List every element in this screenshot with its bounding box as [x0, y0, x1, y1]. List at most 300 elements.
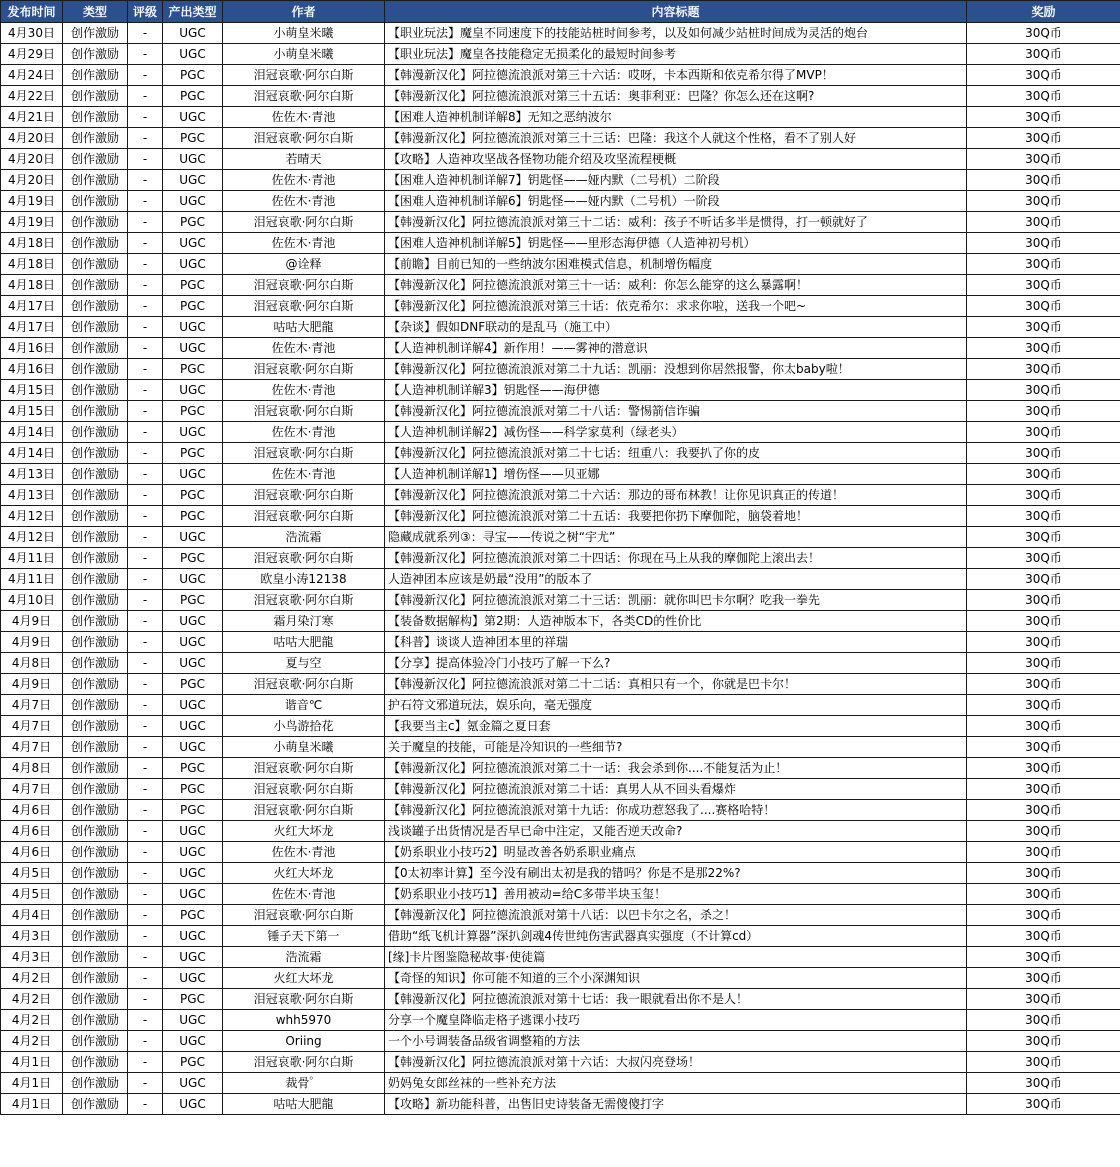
output-type-cell[interactable]: UGC: [163, 968, 223, 989]
reward-cell[interactable]: 30Q币: [967, 401, 1120, 422]
publish-date-cell[interactable]: 4月7日: [1, 695, 63, 716]
author-cell[interactable]: 泪冠哀歌·阿尔白斯: [223, 800, 385, 821]
reward-cell[interactable]: 30Q币: [967, 107, 1120, 128]
output-type-cell[interactable]: UGC: [163, 254, 223, 275]
reward-cell[interactable]: 30Q币: [967, 65, 1120, 86]
grade-cell[interactable]: -: [128, 695, 163, 716]
grade-cell[interactable]: -: [128, 1010, 163, 1031]
author-cell[interactable]: 咕咕大肥龍: [223, 1094, 385, 1115]
author-cell[interactable]: 泪冠哀歌·阿尔白斯: [223, 506, 385, 527]
author-cell[interactable]: 小鸟游拾花: [223, 716, 385, 737]
content-title-cell[interactable]: 【奶系职业小技巧2】明显改善各奶系职业痛点: [385, 842, 967, 863]
type-cell[interactable]: 创作激励: [63, 128, 128, 149]
type-cell[interactable]: 创作激励: [63, 1073, 128, 1094]
content-title-cell[interactable]: 关于魔皇的技能，可能是冷知识的一些细节?: [385, 737, 967, 758]
output-type-cell[interactable]: UGC: [163, 632, 223, 653]
grade-cell[interactable]: -: [128, 947, 163, 968]
reward-cell[interactable]: 30Q币: [967, 821, 1120, 842]
type-cell[interactable]: 创作激励: [63, 611, 128, 632]
reward-cell[interactable]: 30Q币: [967, 506, 1120, 527]
type-cell[interactable]: 创作激励: [63, 842, 128, 863]
output-type-cell[interactable]: PGC: [163, 485, 223, 506]
author-cell[interactable]: 佐佐木·青池: [223, 842, 385, 863]
reward-cell[interactable]: 30Q币: [967, 926, 1120, 947]
content-title-cell[interactable]: 【韩漫新汉化】阿拉德流浪派对第三十五话：奥菲利亚：巴隆？你怎么还在这啊?: [385, 86, 967, 107]
author-cell[interactable]: 佐佐木·青池: [223, 380, 385, 401]
output-type-cell[interactable]: UGC: [163, 1010, 223, 1031]
reward-cell[interactable]: 30Q币: [967, 800, 1120, 821]
content-title-cell[interactable]: 【奶系职业小技巧1】善用被动=给C多带半块玉玺！: [385, 884, 967, 905]
output-type-cell[interactable]: PGC: [163, 590, 223, 611]
output-type-cell[interactable]: PGC: [163, 86, 223, 107]
author-cell[interactable]: 泪冠哀歌·阿尔白斯: [223, 443, 385, 464]
publish-date-cell[interactable]: 4月20日: [1, 149, 63, 170]
type-cell[interactable]: 创作激励: [63, 905, 128, 926]
content-title-cell[interactable]: 【前瞻】目前已知的一些纳波尔困难模式信息，机制增伤幅度: [385, 254, 967, 275]
content-title-cell[interactable]: 【韩漫新汉化】阿拉德流浪派对第三十一话：威利：你怎么能穿的这么暴露啊！: [385, 275, 967, 296]
output-type-cell[interactable]: PGC: [163, 758, 223, 779]
publish-date-cell[interactable]: 4月1日: [1, 1052, 63, 1073]
publish-date-cell[interactable]: 4月9日: [1, 674, 63, 695]
output-type-cell[interactable]: UGC: [163, 422, 223, 443]
reward-cell[interactable]: 30Q币: [967, 716, 1120, 737]
author-cell[interactable]: 火红大坏龙: [223, 968, 385, 989]
publish-date-cell[interactable]: 4月3日: [1, 947, 63, 968]
grade-cell[interactable]: -: [128, 590, 163, 611]
publish-date-cell[interactable]: 4月1日: [1, 1073, 63, 1094]
content-title-cell[interactable]: 【困难人造神机制详解6】钥匙怪——娅内默（二号机）一阶段: [385, 191, 967, 212]
grade-cell[interactable]: -: [128, 863, 163, 884]
publish-date-cell[interactable]: 4月11日: [1, 569, 63, 590]
output-type-cell[interactable]: UGC: [163, 947, 223, 968]
output-type-cell[interactable]: UGC: [163, 842, 223, 863]
header-grade[interactable]: 评级: [128, 1, 163, 23]
reward-cell[interactable]: 30Q币: [967, 1094, 1120, 1115]
author-cell[interactable]: 小萌皇米曦: [223, 737, 385, 758]
author-cell[interactable]: 小萌皇米曦: [223, 44, 385, 65]
grade-cell[interactable]: -: [128, 611, 163, 632]
grade-cell[interactable]: -: [128, 317, 163, 338]
output-type-cell[interactable]: UGC: [163, 716, 223, 737]
reward-cell[interactable]: 30Q币: [967, 170, 1120, 191]
content-title-cell[interactable]: 【科普】谈谈人造神团本里的祥瑞: [385, 632, 967, 653]
content-title-cell[interactable]: 【人造神机制详解3】钥匙怪——海伊德: [385, 380, 967, 401]
author-cell[interactable]: 裁骨゜: [223, 1073, 385, 1094]
type-cell[interactable]: 创作激励: [63, 212, 128, 233]
output-type-cell[interactable]: PGC: [163, 989, 223, 1010]
author-cell[interactable]: 欧皇小涛12138: [223, 569, 385, 590]
reward-cell[interactable]: 30Q币: [967, 1052, 1120, 1073]
publish-date-cell[interactable]: 4月11日: [1, 548, 63, 569]
publish-date-cell[interactable]: 4月17日: [1, 317, 63, 338]
output-type-cell[interactable]: PGC: [163, 212, 223, 233]
output-type-cell[interactable]: UGC: [163, 821, 223, 842]
reward-cell[interactable]: 30Q币: [967, 233, 1120, 254]
author-cell[interactable]: 泪冠哀歌·阿尔白斯: [223, 548, 385, 569]
grade-cell[interactable]: -: [128, 23, 163, 44]
type-cell[interactable]: 创作激励: [63, 863, 128, 884]
reward-cell[interactable]: 30Q币: [967, 422, 1120, 443]
publish-date-cell[interactable]: 4月9日: [1, 632, 63, 653]
reward-cell[interactable]: 30Q币: [967, 296, 1120, 317]
reward-cell[interactable]: 30Q币: [967, 191, 1120, 212]
reward-cell[interactable]: 30Q币: [967, 590, 1120, 611]
grade-cell[interactable]: -: [128, 107, 163, 128]
type-cell[interactable]: 创作激励: [63, 926, 128, 947]
publish-date-cell[interactable]: 4月16日: [1, 359, 63, 380]
content-title-cell[interactable]: 借助“纸飞机计算器”深扒剑魂4传世纯伤害武器真实强度（不计算cd）: [385, 926, 967, 947]
grade-cell[interactable]: -: [128, 968, 163, 989]
reward-cell[interactable]: 30Q币: [967, 737, 1120, 758]
author-cell[interactable]: 泪冠哀歌·阿尔白斯: [223, 86, 385, 107]
output-type-cell[interactable]: UGC: [163, 695, 223, 716]
header-author[interactable]: 作者: [223, 1, 385, 23]
type-cell[interactable]: 创作激励: [63, 149, 128, 170]
content-title-cell[interactable]: 【韩漫新汉化】阿拉德流浪派对第二十八话：警惕箭信诈骗: [385, 401, 967, 422]
grade-cell[interactable]: -: [128, 1052, 163, 1073]
grade-cell[interactable]: -: [128, 737, 163, 758]
content-title-cell[interactable]: 【韩漫新汉化】阿拉德流浪派对第三十话：依克希尔：求求你啦，送我一个吧~: [385, 296, 967, 317]
reward-cell[interactable]: 30Q币: [967, 527, 1120, 548]
author-cell[interactable]: whh5970: [223, 1010, 385, 1031]
type-cell[interactable]: 创作激励: [63, 1031, 128, 1052]
author-cell[interactable]: 泪冠哀歌·阿尔白斯: [223, 674, 385, 695]
publish-date-cell[interactable]: 4月6日: [1, 842, 63, 863]
reward-cell[interactable]: 30Q币: [967, 863, 1120, 884]
publish-date-cell[interactable]: 4月3日: [1, 926, 63, 947]
content-title-cell[interactable]: 浅谈罐子出货情况是否早已命中注定，又能否逆天改命?: [385, 821, 967, 842]
output-type-cell[interactable]: PGC: [163, 548, 223, 569]
type-cell[interactable]: 创作激励: [63, 1094, 128, 1115]
reward-cell[interactable]: 30Q币: [967, 989, 1120, 1010]
type-cell[interactable]: 创作激励: [63, 170, 128, 191]
content-title-cell[interactable]: 【韩漫新汉化】阿拉德流浪派对第三十六话：哎呀，卡本西斯和依克希尔得了MVP！: [385, 65, 967, 86]
reward-cell[interactable]: 30Q币: [967, 611, 1120, 632]
output-type-cell[interactable]: PGC: [163, 800, 223, 821]
grade-cell[interactable]: -: [128, 422, 163, 443]
reward-cell[interactable]: 30Q币: [967, 149, 1120, 170]
grade-cell[interactable]: -: [128, 569, 163, 590]
type-cell[interactable]: 创作激励: [63, 548, 128, 569]
publish-date-cell[interactable]: 4月21日: [1, 107, 63, 128]
output-type-cell[interactable]: UGC: [163, 737, 223, 758]
author-cell[interactable]: 泪冠哀歌·阿尔白斯: [223, 905, 385, 926]
publish-date-cell[interactable]: 4月7日: [1, 716, 63, 737]
grade-cell[interactable]: -: [128, 821, 163, 842]
output-type-cell[interactable]: UGC: [163, 338, 223, 359]
content-title-cell[interactable]: 【韩漫新汉化】阿拉德流浪派对第二十四话：你现在马上从我的摩伽陀上滚出去！: [385, 548, 967, 569]
type-cell[interactable]: 创作激励: [63, 947, 128, 968]
reward-cell[interactable]: 30Q币: [967, 653, 1120, 674]
content-title-cell[interactable]: 【韩漫新汉化】阿拉德流浪派对第二十五话：我要把你扔下摩伽陀，脑袋着地！: [385, 506, 967, 527]
publish-date-cell[interactable]: 4月4日: [1, 905, 63, 926]
author-cell[interactable]: 咕咕大肥龍: [223, 317, 385, 338]
reward-cell[interactable]: 30Q币: [967, 380, 1120, 401]
publish-date-cell[interactable]: 4月14日: [1, 443, 63, 464]
author-cell[interactable]: 佐佐木·青池: [223, 464, 385, 485]
author-cell[interactable]: 泪冠哀歌·阿尔白斯: [223, 758, 385, 779]
content-title-cell[interactable]: 【奇怪的知识】你可能不知道的三个小深渊知识: [385, 968, 967, 989]
author-cell[interactable]: 泪冠哀歌·阿尔白斯: [223, 485, 385, 506]
content-title-cell[interactable]: 【职业玩法】魔皇不同速度下的技能站桩时间参考，以及如何减少站桩时间成为灵活的炮台: [385, 23, 967, 44]
output-type-cell[interactable]: UGC: [163, 527, 223, 548]
type-cell[interactable]: 创作激励: [63, 86, 128, 107]
grade-cell[interactable]: -: [128, 779, 163, 800]
type-cell[interactable]: 创作激励: [63, 422, 128, 443]
output-type-cell[interactable]: UGC: [163, 569, 223, 590]
grade-cell[interactable]: -: [128, 401, 163, 422]
grade-cell[interactable]: -: [128, 464, 163, 485]
reward-cell[interactable]: 30Q币: [967, 275, 1120, 296]
type-cell[interactable]: 创作激励: [63, 884, 128, 905]
author-cell[interactable]: 佐佐木·青池: [223, 422, 385, 443]
output-type-cell[interactable]: PGC: [163, 905, 223, 926]
type-cell[interactable]: 创作激励: [63, 758, 128, 779]
publish-date-cell[interactable]: 4月13日: [1, 485, 63, 506]
type-cell[interactable]: 创作激励: [63, 821, 128, 842]
type-cell[interactable]: 创作激励: [63, 107, 128, 128]
publish-date-cell[interactable]: 4月13日: [1, 464, 63, 485]
grade-cell[interactable]: -: [128, 128, 163, 149]
content-title-cell[interactable]: 【0太初率计算】至今没有刷出太初是我的错吗？你是不是那22%?: [385, 863, 967, 884]
type-cell[interactable]: 创作激励: [63, 443, 128, 464]
reward-cell[interactable]: 30Q币: [967, 317, 1120, 338]
author-cell[interactable]: @诠释: [223, 254, 385, 275]
content-title-cell[interactable]: 【韩漫新汉化】阿拉德流浪派对第三十二话：威利：孩子不听话多半是惯得，打一顿就好了: [385, 212, 967, 233]
author-cell[interactable]: 泪冠哀歌·阿尔白斯: [223, 128, 385, 149]
author-cell[interactable]: 佐佐木·青池: [223, 884, 385, 905]
reward-cell[interactable]: 30Q币: [967, 485, 1120, 506]
reward-cell[interactable]: 30Q币: [967, 695, 1120, 716]
grade-cell[interactable]: -: [128, 359, 163, 380]
type-cell[interactable]: 创作激励: [63, 359, 128, 380]
grade-cell[interactable]: -: [128, 233, 163, 254]
grade-cell[interactable]: -: [128, 548, 163, 569]
grade-cell[interactable]: -: [128, 44, 163, 65]
output-type-cell[interactable]: UGC: [163, 863, 223, 884]
output-type-cell[interactable]: PGC: [163, 506, 223, 527]
reward-cell[interactable]: 30Q币: [967, 632, 1120, 653]
content-title-cell[interactable]: 【韩漫新汉化】阿拉德流浪派对第二十三话：凯丽：就你叫巴卡尔啊？吃我一拳先: [385, 590, 967, 611]
reward-cell[interactable]: 30Q币: [967, 212, 1120, 233]
reward-cell[interactable]: 30Q币: [967, 1031, 1120, 1052]
grade-cell[interactable]: -: [128, 443, 163, 464]
type-cell[interactable]: 创作激励: [63, 989, 128, 1010]
header-output-type[interactable]: 产出类型: [163, 1, 223, 23]
content-title-cell[interactable]: 【韩漫新汉化】阿拉德流浪派对第十六话：大叔闪亮登场！: [385, 1052, 967, 1073]
author-cell[interactable]: 佐佐木·青池: [223, 107, 385, 128]
type-cell[interactable]: 创作激励: [63, 44, 128, 65]
content-title-cell[interactable]: 【困难人造神机制详解8】无知之恶纳波尔: [385, 107, 967, 128]
grade-cell[interactable]: -: [128, 884, 163, 905]
grade-cell[interactable]: -: [128, 86, 163, 107]
author-cell[interactable]: 泪冠哀歌·阿尔白斯: [223, 212, 385, 233]
output-type-cell[interactable]: UGC: [163, 149, 223, 170]
content-title-cell[interactable]: 【韩漫新汉化】阿拉德流浪派对第十七话：我一眼就看出你不是人！: [385, 989, 967, 1010]
publish-date-cell[interactable]: 4月19日: [1, 191, 63, 212]
publish-date-cell[interactable]: 4月9日: [1, 611, 63, 632]
publish-date-cell[interactable]: 4月19日: [1, 212, 63, 233]
reward-cell[interactable]: 30Q币: [967, 758, 1120, 779]
publish-date-cell[interactable]: 4月15日: [1, 380, 63, 401]
grade-cell[interactable]: -: [128, 296, 163, 317]
publish-date-cell[interactable]: 4月5日: [1, 884, 63, 905]
grade-cell[interactable]: -: [128, 485, 163, 506]
header-content-title[interactable]: 内容标题: [385, 1, 967, 23]
author-cell[interactable]: 泪冠哀歌·阿尔白斯: [223, 275, 385, 296]
type-cell[interactable]: 创作激励: [63, 779, 128, 800]
author-cell[interactable]: 泪冠哀歌·阿尔白斯: [223, 590, 385, 611]
publish-date-cell[interactable]: 4月2日: [1, 1031, 63, 1052]
type-cell[interactable]: 创作激励: [63, 527, 128, 548]
publish-date-cell[interactable]: 4月2日: [1, 989, 63, 1010]
header-type[interactable]: 类型: [63, 1, 128, 23]
output-type-cell[interactable]: PGC: [163, 674, 223, 695]
grade-cell[interactable]: -: [128, 275, 163, 296]
publish-date-cell[interactable]: 4月20日: [1, 128, 63, 149]
output-type-cell[interactable]: UGC: [163, 884, 223, 905]
author-cell[interactable]: 浩流霜: [223, 947, 385, 968]
reward-cell[interactable]: 30Q币: [967, 443, 1120, 464]
content-title-cell[interactable]: 隐藏成就系列③：寻宝——传说之树“宇尤”: [385, 527, 967, 548]
type-cell[interactable]: 创作激励: [63, 569, 128, 590]
grade-cell[interactable]: -: [128, 65, 163, 86]
publish-date-cell[interactable]: 4月14日: [1, 422, 63, 443]
author-cell[interactable]: 泪冠哀歌·阿尔白斯: [223, 401, 385, 422]
grade-cell[interactable]: -: [128, 758, 163, 779]
output-type-cell[interactable]: UGC: [163, 653, 223, 674]
type-cell[interactable]: 创作激励: [63, 254, 128, 275]
author-cell[interactable]: 泪冠哀歌·阿尔白斯: [223, 65, 385, 86]
header-publish-date[interactable]: 发布时间: [1, 1, 63, 23]
reward-cell[interactable]: 30Q币: [967, 464, 1120, 485]
author-cell[interactable]: 泪冠哀歌·阿尔白斯: [223, 359, 385, 380]
type-cell[interactable]: 创作激励: [63, 275, 128, 296]
author-cell[interactable]: 谐音℃: [223, 695, 385, 716]
author-cell[interactable]: 浩流霜: [223, 527, 385, 548]
author-cell[interactable]: 佐佐木·青池: [223, 170, 385, 191]
author-cell[interactable]: 霜月染汀寒: [223, 611, 385, 632]
output-type-cell[interactable]: UGC: [163, 380, 223, 401]
type-cell[interactable]: 创作激励: [63, 737, 128, 758]
author-cell[interactable]: 夏与空: [223, 653, 385, 674]
output-type-cell[interactable]: PGC: [163, 65, 223, 86]
author-cell[interactable]: 泪冠哀歌·阿尔白斯: [223, 989, 385, 1010]
output-type-cell[interactable]: UGC: [163, 317, 223, 338]
reward-cell[interactable]: 30Q币: [967, 338, 1120, 359]
reward-cell[interactable]: 30Q币: [967, 569, 1120, 590]
grade-cell[interactable]: -: [128, 338, 163, 359]
publish-date-cell[interactable]: 4月18日: [1, 254, 63, 275]
type-cell[interactable]: 创作激励: [63, 233, 128, 254]
reward-cell[interactable]: 30Q币: [967, 842, 1120, 863]
reward-cell[interactable]: 30Q币: [967, 674, 1120, 695]
content-title-cell[interactable]: 【职业玩法】魔皇各技能稳定无损柔化的最短时间参考: [385, 44, 967, 65]
content-title-cell[interactable]: 【韩漫新汉化】阿拉德流浪派对第二十七话：纽重八：我要扒了你的皮: [385, 443, 967, 464]
grade-cell[interactable]: -: [128, 800, 163, 821]
grade-cell[interactable]: -: [128, 989, 163, 1010]
publish-date-cell[interactable]: 4月18日: [1, 233, 63, 254]
reward-cell[interactable]: 30Q币: [967, 86, 1120, 107]
publish-date-cell[interactable]: 4月2日: [1, 1010, 63, 1031]
output-type-cell[interactable]: UGC: [163, 464, 223, 485]
content-title-cell[interactable]: 【人造神机制详解1】增伤怪——贝亚娜: [385, 464, 967, 485]
content-title-cell[interactable]: 【韩漫新汉化】阿拉德流浪派对第三十三话：巴隆：我这个人就这个性格，看不了别人好: [385, 128, 967, 149]
publish-date-cell[interactable]: 4月6日: [1, 800, 63, 821]
content-title-cell[interactable]: 【困难人造神机制详解5】钥匙怪——里形态海伊德（人造神初号机）: [385, 233, 967, 254]
publish-date-cell[interactable]: 4月6日: [1, 821, 63, 842]
author-cell[interactable]: 火红大坏龙: [223, 863, 385, 884]
content-title-cell[interactable]: 【韩漫新汉化】阿拉德流浪派对第二十话：真男人从不回头看爆炸: [385, 779, 967, 800]
type-cell[interactable]: 创作激励: [63, 674, 128, 695]
type-cell[interactable]: 创作激励: [63, 380, 128, 401]
type-cell[interactable]: 创作激励: [63, 695, 128, 716]
type-cell[interactable]: 创作激励: [63, 464, 128, 485]
output-type-cell[interactable]: UGC: [163, 1094, 223, 1115]
publish-date-cell[interactable]: 4月8日: [1, 758, 63, 779]
grade-cell[interactable]: -: [128, 653, 163, 674]
author-cell[interactable]: 泪冠哀歌·阿尔白斯: [223, 779, 385, 800]
grade-cell[interactable]: -: [128, 905, 163, 926]
content-title-cell[interactable]: 【分享】提高体验冷门小技巧了解一下么?: [385, 653, 967, 674]
grade-cell[interactable]: -: [128, 716, 163, 737]
content-title-cell[interactable]: 【人造神机制详解4】新作用！——雾神的潜意识: [385, 338, 967, 359]
grade-cell[interactable]: -: [128, 674, 163, 695]
author-cell[interactable]: 佐佐木·青池: [223, 233, 385, 254]
output-type-cell[interactable]: PGC: [163, 128, 223, 149]
reward-cell[interactable]: 30Q币: [967, 254, 1120, 275]
author-cell[interactable]: 锤子天下第一: [223, 926, 385, 947]
publish-date-cell[interactable]: 4月18日: [1, 275, 63, 296]
content-title-cell[interactable]: 一个小号调装备品级省调整箱的方法: [385, 1031, 967, 1052]
type-cell[interactable]: 创作激励: [63, 632, 128, 653]
author-cell[interactable]: 佐佐木·青池: [223, 191, 385, 212]
output-type-cell[interactable]: UGC: [163, 23, 223, 44]
content-title-cell[interactable]: 【韩漫新汉化】阿拉德流浪派对第十八话：以巴卡尔之名，杀之！: [385, 905, 967, 926]
reward-cell[interactable]: 30Q币: [967, 1010, 1120, 1031]
content-title-cell[interactable]: 【我要当主c】氪金篇之夏日套: [385, 716, 967, 737]
grade-cell[interactable]: -: [128, 380, 163, 401]
publish-date-cell[interactable]: 4月22日: [1, 86, 63, 107]
grade-cell[interactable]: -: [128, 191, 163, 212]
type-cell[interactable]: 创作激励: [63, 317, 128, 338]
header-reward[interactable]: 奖励: [967, 1, 1120, 23]
grade-cell[interactable]: -: [128, 527, 163, 548]
type-cell[interactable]: 创作激励: [63, 506, 128, 527]
output-type-cell[interactable]: PGC: [163, 275, 223, 296]
content-title-cell[interactable]: 【攻略】新功能科普，出售旧史诗装备无需傻傻打字: [385, 1094, 967, 1115]
grade-cell[interactable]: -: [128, 170, 163, 191]
publish-date-cell[interactable]: 4月1日: [1, 1094, 63, 1115]
author-cell[interactable]: Oriing: [223, 1031, 385, 1052]
output-type-cell[interactable]: UGC: [163, 1031, 223, 1052]
publish-date-cell[interactable]: 4月8日: [1, 653, 63, 674]
publish-date-cell[interactable]: 4月30日: [1, 23, 63, 44]
output-type-cell[interactable]: PGC: [163, 443, 223, 464]
reward-cell[interactable]: 30Q币: [967, 884, 1120, 905]
output-type-cell[interactable]: UGC: [163, 1073, 223, 1094]
author-cell[interactable]: 小萌皇米曦: [223, 23, 385, 44]
type-cell[interactable]: 创作激励: [63, 590, 128, 611]
author-cell[interactable]: 佐佐木·青池: [223, 338, 385, 359]
type-cell[interactable]: 创作激励: [63, 296, 128, 317]
type-cell[interactable]: 创作激励: [63, 800, 128, 821]
content-title-cell[interactable]: 【韩漫新汉化】阿拉德流浪派对第二十一话：我会杀到你....不能复活为止！: [385, 758, 967, 779]
publish-date-cell[interactable]: 4月10日: [1, 590, 63, 611]
content-title-cell[interactable]: 【人造神机制详解2】减伤怪——科学家莫利（绿老头）: [385, 422, 967, 443]
output-type-cell[interactable]: UGC: [163, 233, 223, 254]
output-type-cell[interactable]: UGC: [163, 170, 223, 191]
